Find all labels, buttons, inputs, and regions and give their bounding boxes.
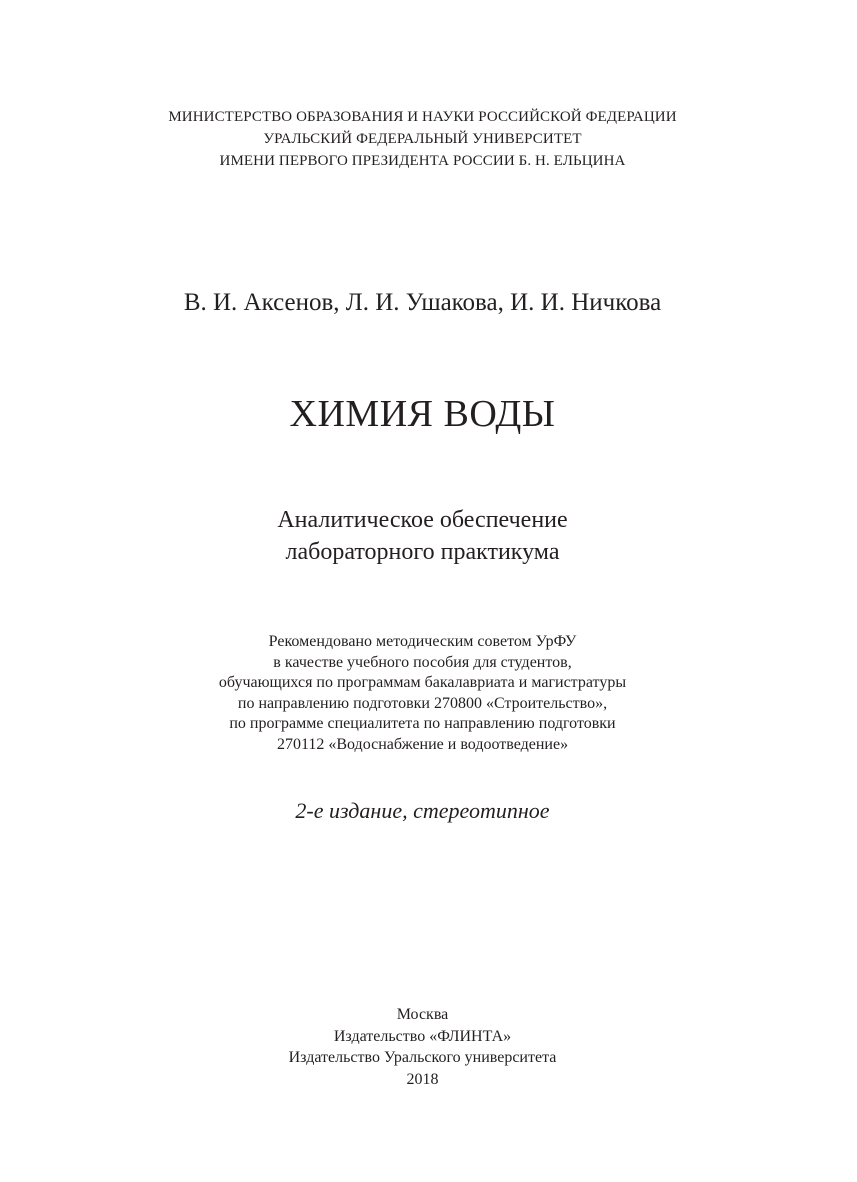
- header-line-ministry: МИНИСТЕРСТВО ОБРАЗОВАНИЯ И НАУКИ РОССИЙСКОЙ ФЕДЕРАЦИИ: [168, 109, 677, 125]
- recommendation-note: [0, 632, 845, 756]
- authors: [0, 286, 845, 320]
- recommendation-line-6: 270112 «Водоснабжение и водоотведение»: [276, 735, 569, 753]
- subtitle-line-2: лабораторного практикума: [285, 539, 560, 565]
- authors-text: В. И. Аксенов, Л. И. Ушакова, И. И. Ничкова: [183, 289, 662, 316]
- recommendation-line-2: в качестве учебного пособия для студентов,: [273, 653, 572, 671]
- recommendation-line-5: по программе специалитета по направлению подготовки: [229, 715, 616, 733]
- header-line-named-after: ИМЕНИ ПЕРВОГО ПРЕЗИДЕНТА РОССИИ Б. Н. ЕЛЬЦИНА: [219, 153, 626, 169]
- recommendation-line-1: Рекомендовано методическим советом УрФУ: [268, 633, 577, 650]
- book-title: [0, 390, 845, 438]
- edition-text: 2-е издание, стереотипное: [295, 798, 550, 823]
- imprint-city: Москва: [396, 1006, 449, 1023]
- book-title-text: ХИМИЯ ВОДЫ: [289, 393, 556, 435]
- edition-note: [0, 796, 845, 826]
- subtitle-line-1: Аналитическое обеспечение: [277, 507, 568, 533]
- imprint: [0, 1004, 845, 1090]
- header-line-university: УРАЛЬСКИЙ ФЕДЕРАЛЬНЫЙ УНИВЕРСИТЕТ: [263, 131, 582, 147]
- book-subtitle: [0, 504, 845, 568]
- ministry-header: [0, 106, 845, 172]
- imprint-year: 2018: [406, 1070, 439, 1088]
- imprint-publisher-ural: Издательство Уральского университета: [288, 1049, 557, 1066]
- imprint-publisher-flinta: Издательство «ФЛИНТА»: [333, 1027, 512, 1045]
- recommendation-line-4: по направлению подготовки 270800 «Строительство»,: [237, 694, 608, 712]
- recommendation-line-3: обучающихся по программам бакалавриата и магистратуры: [218, 674, 627, 692]
